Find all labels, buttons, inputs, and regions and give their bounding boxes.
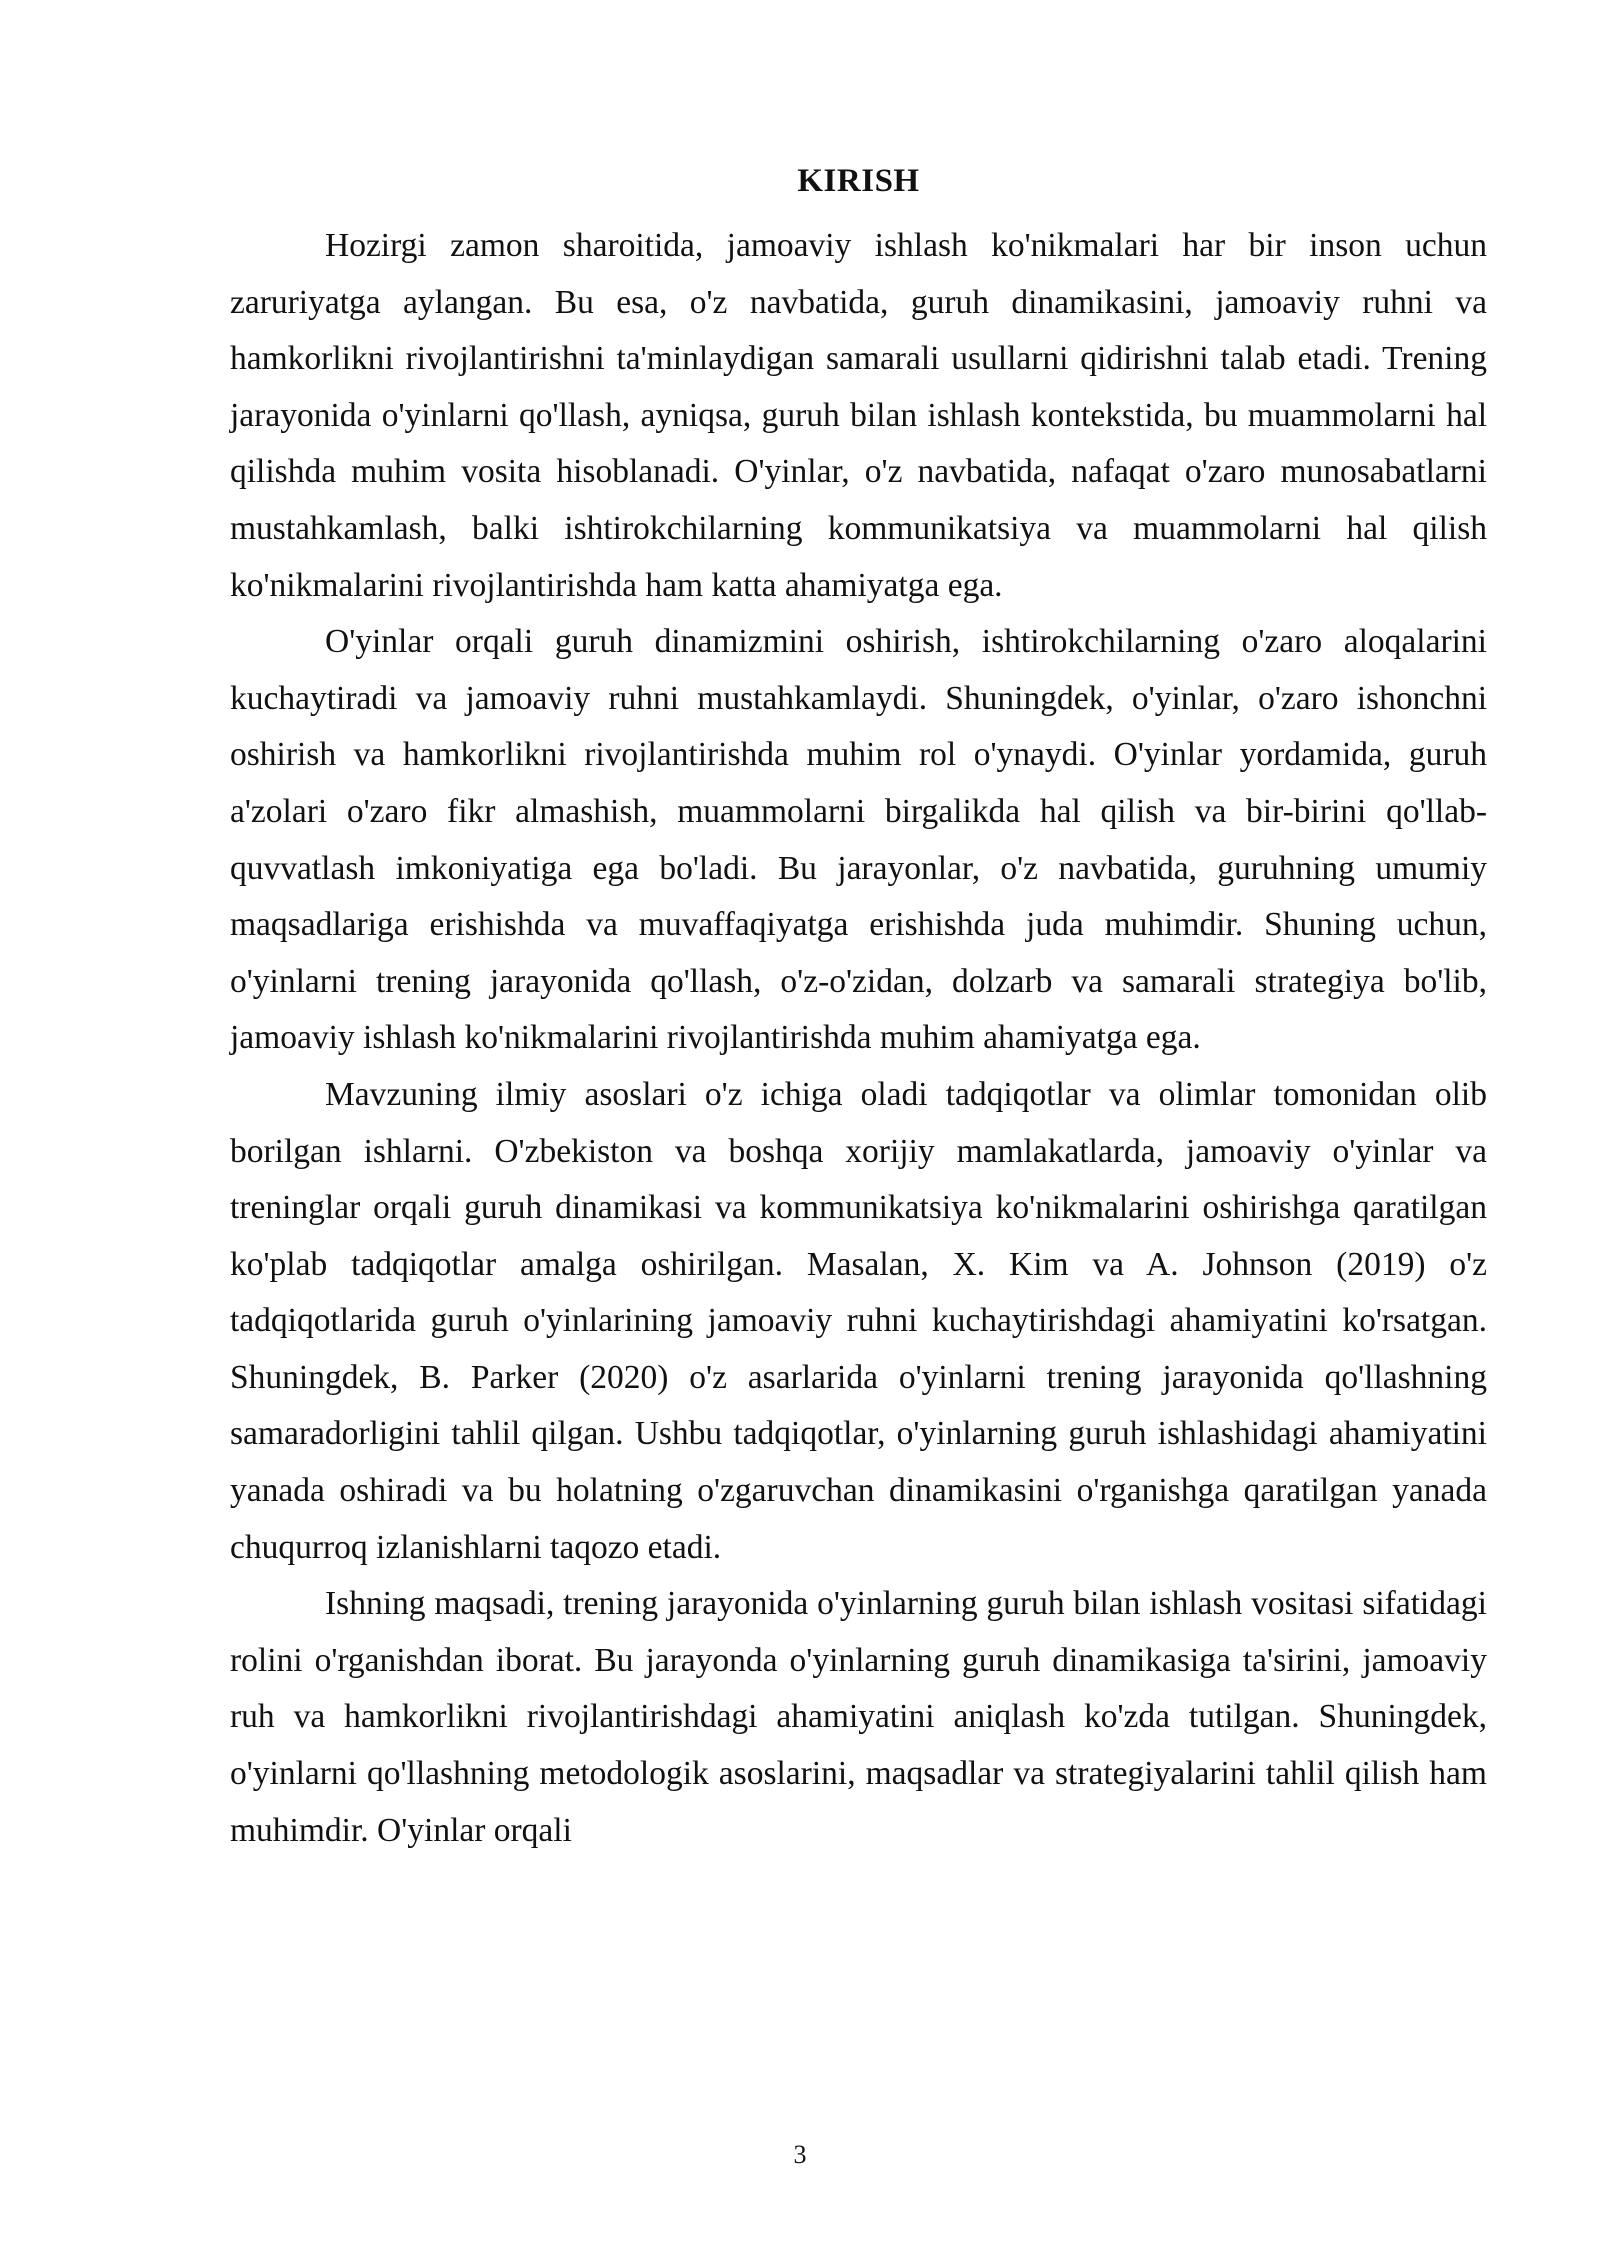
paragraph-3: Mavzuning ilmiy asoslari o'z ichiga oladi tadqiqotlar va olimlar tomonidan olib borilgan ishlarni. O'zbekiston va boshqa xorijiy mamlakatlarda, jamoaviy o'yinlar va treninglar orqali guruh dinamikasi va kommunikatsiya ko'nikmalarini oshirishga qaratilgan ko'plab tadqiqotlar amalga oshirilgan. Masalan, X. Kim va A. Johnson (2019) o'z tadqiqotlarida guruh o'yinlarining jamoaviy ruhni kuchaytirishdagi ahamiyatini ko'rsatgan. Shuningdek, B. Parker (2020) o'z asarlarida o'yinlarni trening jarayonida qo'llashning samaradorligini tahlil qilgan. Ushbu tadqiqotlar, o'yinlarning guruh ishlashidagi ahamiyatini yanada oshiradi va bu holatning o'zgaruvchan dinamikasini o'rganishga qaratilgan yanada chuqurroq izlanishlarni taqozo etadi. bbox=[230, 1075, 1487, 1566]
paragraph-1: Hozirgi zamon sharoitida, jamoaviy ishlash ko'nikmalari har bir inson uchun zaruriyatga aylangan. Bu esa, o'z navbatida, guruh dinamikasini, jamoaviy ruhni va hamkorlikni rivojlantirishni ta'minlaydigan samarali usullarni qidirishni talab etadi. Trening jarayonida o'yinlarni qo'llash, ayniqsa, guruh bilan ishlash kontekstida, bu muammolarni hal qilishda muhim vosita hisoblanadi. O'yinlar, o'z navbatida, nafaqat o'zaro munosabatlarni mustahkamlash, balki ishtirokchilarning kommunikatsiya va muammolarni hal qilish ko'nikmalarini rivojlantirishda ham katta ahamiyatga ega. bbox=[230, 227, 1487, 604]
section-title: KIRISH bbox=[797, 163, 920, 199]
page-number: 3 bbox=[793, 2140, 807, 2169]
page-content bbox=[230, 160, 1487, 1859]
paragraph-2: O'yinlar orqali guruh dinamizmini oshirish, ishtirokchilarning o'zaro aloqalarini kuchaytiradi va jamoaviy ruhni mustahkamlaydi. Shuningdek, o'yinlar, o'zaro ishonchni oshirish va hamkorlikni rivojlantirishda muhim rol o'ynaydi. O'yinlar yordamida, guruh a'zolari o'zaro fikr almashish, muammolarni birgalikda hal qilish va bir-birini qo'llab-quvvatlash imkoniyatiga ega bo'ladi. Bu jarayonlar, o'z navbatida, guruhning umumiy maqsadlariga erishishda va muvaffaqiyatga erishishda juda muhimdir. Shuning uchun, o'yinlarni trening jarayonida qo'llash, o'z-o'zidan, dolzarb va samarali strategiya bo'lib, jamoaviy ishlash ko'nikmalarini rivojlantirishda muhim ahamiyatga ega. bbox=[230, 623, 1487, 1057]
paragraph-4: Ishning maqsadi, trening jarayonida o'yinlarning guruh bilan ishlash vositasi sifatidagi rolini o'rganishdan iborat. Bu jarayonda o'yinlarning guruh dinamikasiga ta'sirini, jamoaviy ruh va hamkorlikni rivojlantirishdagi ahamiyatini aniqlash ko'zda tutilgan. Shuningdek, o'yinlarni qo'llashning metodologik asoslarini, maqsadlar va strategiyalarini tahlil qilish ham muhimdir. O'yinlar orqali bbox=[230, 1585, 1487, 1849]
